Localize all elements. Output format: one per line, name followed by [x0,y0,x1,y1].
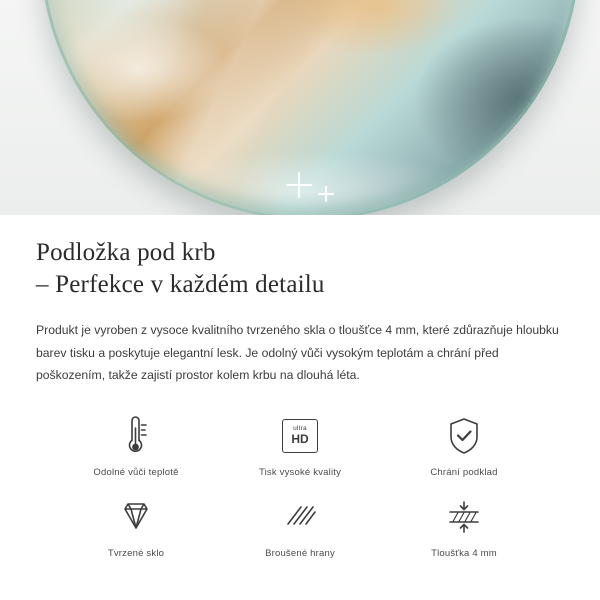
thickness-icon [442,494,486,540]
thermometer-icon [116,413,156,459]
feature-label: Odolné vůči teplotě [93,466,179,478]
shield-check-icon [445,413,483,459]
feature-label: Tisk vysoké kvality [258,466,342,478]
ultra-hd-icon [282,413,318,459]
feature-label: Tvrzené sklo [107,547,165,559]
feature-label: Broušené hrany [265,547,335,559]
feature-item-tempered-glass [54,494,218,559]
content-block [0,215,600,559]
feature-item-thickness [382,494,546,559]
hero-image [0,0,600,215]
ultra-hd-badge-bottom: HD [291,432,309,447]
feature-item-temperature [54,413,218,478]
feature-grid [36,413,564,559]
sparkle-icon [286,172,312,198]
page-title-line-1: Podložka pod krb [36,239,216,266]
ultra-hd-badge-top: ultra [293,424,307,432]
feature-item-polished-edges [218,494,382,559]
sparkle-icon [318,186,334,202]
description-text: Produkt je vyroben z vysoce kvalitního tvrzeného skla o tloušťce 4 mm, které zdůrazňuje hloubku barev tisku a poskytuje elegantní lesk. Je odolný vůči vysokým teplotám a chrání před poškozením, takže zajistí prostor kolem krbu na dlouhá léta. [36,323,559,383]
feature-item-print-quality [218,413,382,478]
feature-item-surface-protection [382,413,546,478]
page-title-line-2: – Perfekce v každém detailu [36,271,325,298]
polished-edges-icon [279,494,321,540]
page-title [36,237,564,301]
feature-label: Chrání podklad [430,466,498,478]
diamond-icon [115,494,157,540]
feature-label: Tloušťka 4 mm [431,547,497,559]
